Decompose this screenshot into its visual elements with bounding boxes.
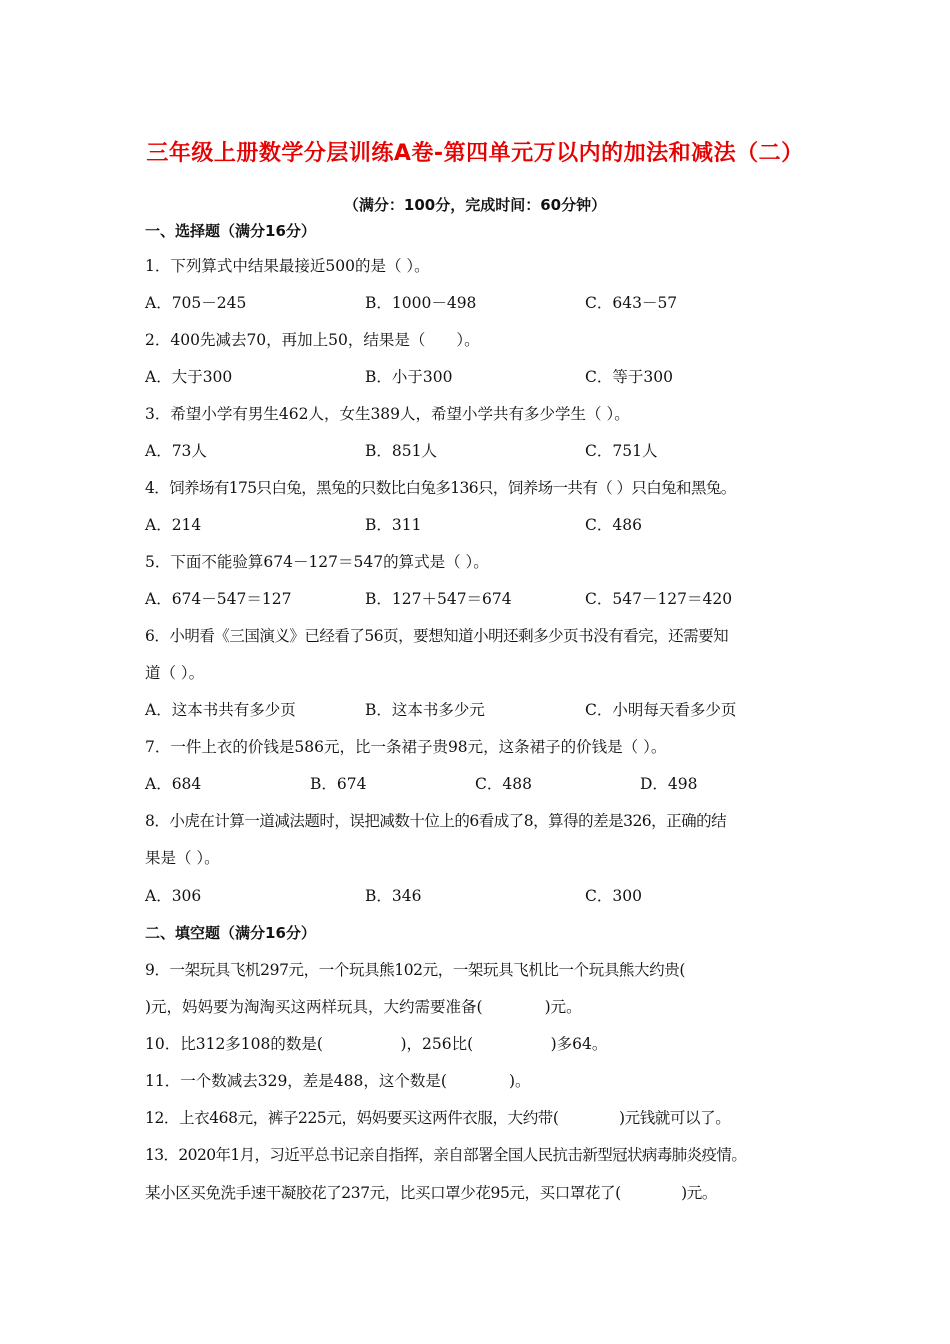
section-heading-choice: 一、选择题（满分16分）	[145, 222, 316, 240]
option-b: B．311	[365, 516, 422, 534]
option-a: A．这本书共有多少页	[145, 701, 296, 719]
option-a: A．674－547＝127	[145, 590, 292, 608]
question-3: 3．希望小学有男生462人，女生389人，希望小学共有多少学生（ ）。	[145, 405, 630, 423]
question-8-line-2: 果是（ ）。	[145, 849, 220, 867]
option-c: C．486	[585, 516, 642, 534]
option-c: C．300	[585, 887, 642, 905]
option-c: C．643－57	[585, 294, 678, 312]
question-13-line-1: 13．2020年1月，习近平总书记亲自指挥，亲自部署全国人民抗击新型冠状病毒肺炎疫情。	[145, 1146, 747, 1164]
option-a: A．684	[145, 775, 202, 793]
option-a: A．306	[145, 887, 202, 905]
option-c: C．等于300	[585, 368, 673, 386]
question-7: 7．一件上衣的价钱是586元，比一条裙子贵98元，这条裙子的价钱是（ ）。	[145, 738, 667, 756]
page-title: 三年级上册数学分层训练A卷-第四单元万以内的加法和减法（二）	[146, 141, 804, 166]
question-1: 1．下列算式中结果最接近500的是（ ）。	[145, 257, 430, 275]
option-b: B．851人	[365, 442, 437, 460]
question-9-line-1: 9．一架玩具飞机297元，一个玩具熊102元，一架玩具飞机比一个玩具熊大约贵(	[145, 961, 685, 979]
option-a: A．705－245	[145, 294, 247, 312]
question-2: 2．400先减去70，再加上50，结果是（ ）。	[145, 331, 480, 349]
question-9-line-2: )元，妈妈要为淘淘买这两样玩具，大约需要准备( )元。	[145, 998, 582, 1016]
option-c: C．488	[475, 775, 532, 793]
question-6-line-2: 道（ ）。	[145, 664, 205, 682]
option-b: B．这本书多少元	[365, 701, 485, 719]
section-heading-fill-in: 二、填空题（满分16分）	[145, 924, 316, 942]
question-11: 11．一个数减去329，差是488，这个数是( )。	[145, 1072, 531, 1090]
option-a: A．73人	[145, 442, 207, 460]
option-b: B．674	[310, 775, 367, 793]
option-b: B．1000－498	[365, 294, 477, 312]
question-8-line-1: 8．小虎在计算一道减法题时，误把减数十位上的6看成了8，算得的差是326，正确的结	[145, 812, 727, 830]
question-12: 12．上衣468元，裤子225元，妈妈要买这两件衣服，大约带( )元钱就可以了。	[145, 1109, 731, 1127]
question-13-line-2: 某小区买免洗手速干凝胶花了237元，比买口罩少花95元，买口罩花了( )元。	[145, 1184, 718, 1202]
question-5: 5．下面不能验算674－127＝547的算式是（ ）。	[145, 553, 489, 571]
option-b: B．小于300	[365, 368, 453, 386]
option-d: D．498	[640, 775, 698, 793]
option-b: B．127＋547＝674	[365, 590, 512, 608]
option-b: B．346	[365, 887, 422, 905]
question-6-line-1: 6．小明看《三国演义》已经看了56页，要想知道小明还剩多少页书没有看完，还需要知	[145, 627, 729, 645]
option-c: C．547－127＝420	[585, 590, 733, 608]
option-a: A．214	[145, 516, 202, 534]
option-a: A．大于300	[145, 368, 233, 386]
option-c: C．小明每天看多少页	[585, 701, 737, 719]
option-c: C．751人	[585, 442, 658, 460]
question-4: 4．饲养场有175只白兔，黑兔的只数比白兔多136只，饲养场一共有（ ）只白兔和黑兔。	[145, 479, 736, 497]
page-subtitle: （满分：100分，完成时间：60分钟）	[343, 196, 607, 214]
question-10: 10．比312多108的数是( )，256比( )多64。	[145, 1035, 608, 1053]
